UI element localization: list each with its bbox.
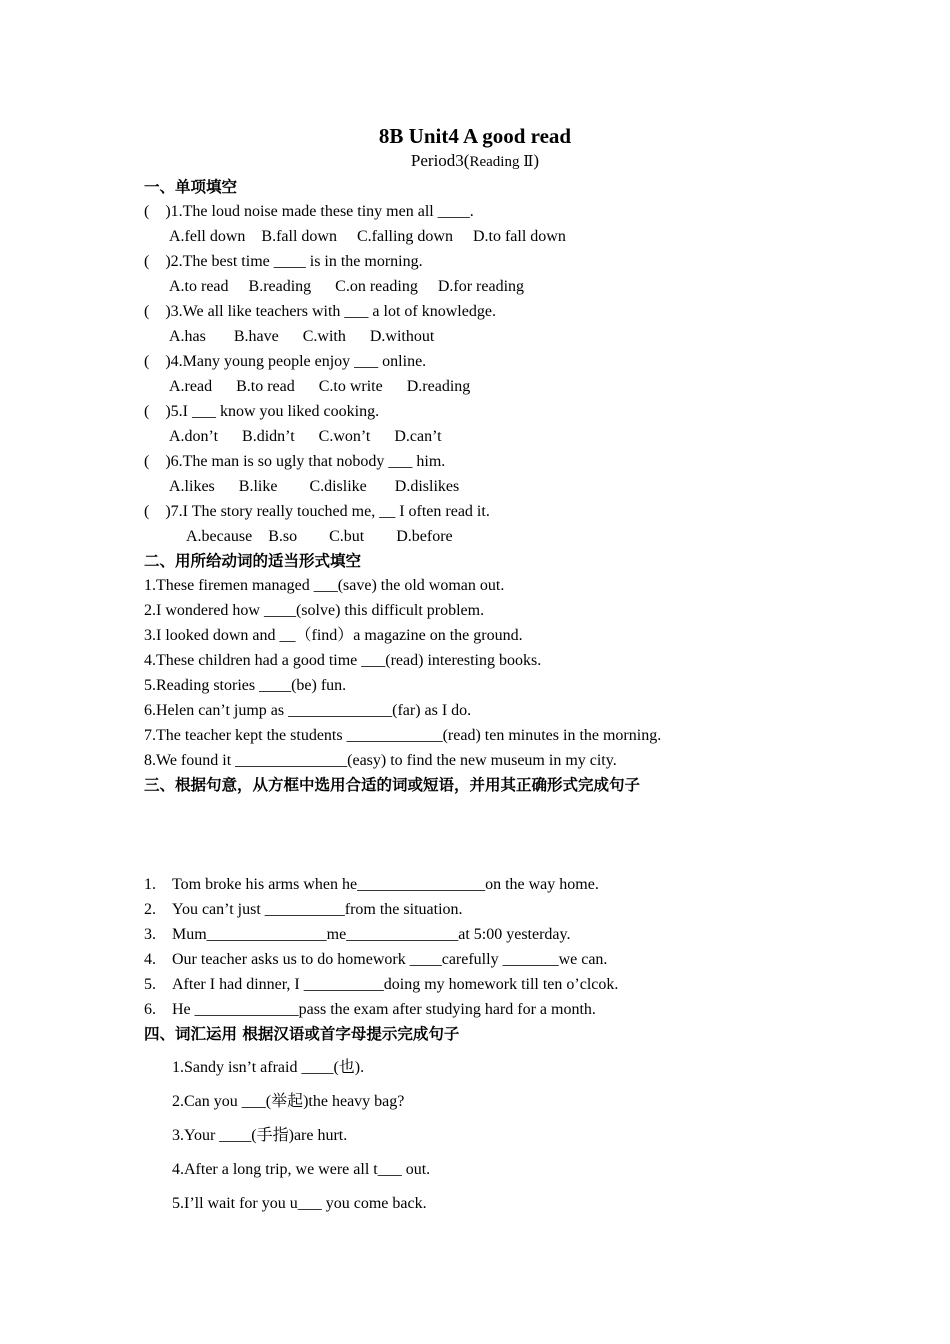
- s1-q3-options: A.has B.have C.with D.without: [169, 328, 435, 345]
- s1-q2-options: A.to read B.reading C.on reading D.for reading: [169, 278, 525, 295]
- s2-item-3: 3.I looked down and __（find）a magazine on the ground.: [144, 627, 523, 644]
- s4-item-2: 2.Can you ___(举起)the heavy bag?: [172, 1093, 405, 1110]
- s3-item-2-num: 2.: [144, 901, 156, 918]
- s1-q1-options: A.fell down B.fall down C.falling down D.to fall down: [169, 228, 566, 245]
- s1-q5-options: A.don’t B.didn’t C.won’t D.can’t: [169, 428, 442, 445]
- s4-item-4: 4.After a long trip, we were all t___ out.: [172, 1161, 431, 1178]
- section4-heading: 四、词汇运用 根据汉语或首字母提示完成句子: [144, 1025, 460, 1043]
- s2-item-5: 5.Reading stories ____(be) fun.: [144, 677, 347, 694]
- s4-item-1: 1.Sandy isn’t afraid ____(也).: [172, 1059, 365, 1076]
- s1-q6-options: A.likes B.like C.dislike D.dislikes: [169, 478, 460, 495]
- s3-item-2-text: You can’t just __________from the situation.: [172, 901, 463, 918]
- s3-item-6-text: He _____________pass the exam after studying hard for a month.: [172, 1001, 596, 1018]
- section2-heading: 二、用所给动词的适当形式填空: [144, 552, 362, 570]
- s2-item-6: 6.Helen can’t jump as _____________(far) as I do.: [144, 702, 472, 719]
- section3-heading: 三、根据句意，从方框中选用合适的词或短语，并用其正确形式完成句子: [144, 776, 641, 794]
- subtitle-period: Period3(: [410, 151, 470, 170]
- s1-q4-stem: ( )4.Many young people enjoy ___ online.: [144, 353, 427, 370]
- worksheet-title: 8B Unit4 A good read: [378, 124, 572, 148]
- s4-item-3: 3.Your ____(手指)are hurt.: [172, 1127, 348, 1144]
- s3-item-1-text: Tom broke his arms when he________________on the way home.: [172, 876, 599, 893]
- s1-q4-options: A.read B.to read C.to write D.reading: [169, 378, 471, 395]
- s2-item-7: 7.The teacher kept the students ____________(read) ten minutes in the morning.: [144, 727, 662, 744]
- s2-item-1: 1.These firemen managed ___(save) the old woman out.: [144, 577, 505, 594]
- s3-item-1-num: 1.: [144, 876, 156, 893]
- s1-q5-stem: ( )5.I ___ know you liked cooking.: [144, 403, 380, 420]
- section1-heading: 一、单项填空: [144, 178, 238, 196]
- s2-item-8: 8.We found it ______________(easy) to find the new museum in my city.: [144, 752, 617, 769]
- s3-item-4-num: 4.: [144, 951, 156, 968]
- subtitle-reading: Reading Ⅱ: [469, 154, 534, 170]
- s1-q7-stem: ( )7.I The story really touched me, __ I often read it.: [144, 503, 490, 520]
- s3-item-3-num: 3.: [144, 926, 156, 943]
- s1-q6-stem: ( )6.The man is so ugly that nobody ___ him.: [144, 453, 446, 470]
- s3-item-4-text: Our teacher asks us to do homework ____carefully _______we can.: [172, 951, 608, 968]
- s3-item-5-num: 5.: [144, 976, 156, 993]
- s1-q7-options: A.because B.so C.but D.before: [186, 528, 453, 545]
- worksheet-subtitle: [0, 151, 950, 171]
- s1-q2-stem: ( )2.The best time ____ is in the morning.: [144, 253, 423, 270]
- s3-item-6-num: 6.: [144, 1001, 156, 1018]
- s4-item-5: 5.I’ll wait for you u___ you come back.: [172, 1195, 427, 1212]
- s3-item-5-text: After I had dinner, I __________doing my homework till ten o’clcok.: [172, 976, 619, 993]
- s2-item-4: 4.These children had a good time ___(read) interesting books.: [144, 652, 542, 669]
- subtitle-close: ): [533, 151, 540, 170]
- s1-q3-stem: ( )3.We all like teachers with ___ a lot of knowledge.: [144, 303, 496, 320]
- s3-item-3-text: Mum_______________me______________at 5:00 yesterday.: [172, 926, 571, 943]
- s1-q1-stem: ( )1.The loud noise made these tiny men all ____.: [144, 203, 474, 220]
- s2-item-2: 2.I wondered how ____(solve) this difficult problem.: [144, 602, 485, 619]
